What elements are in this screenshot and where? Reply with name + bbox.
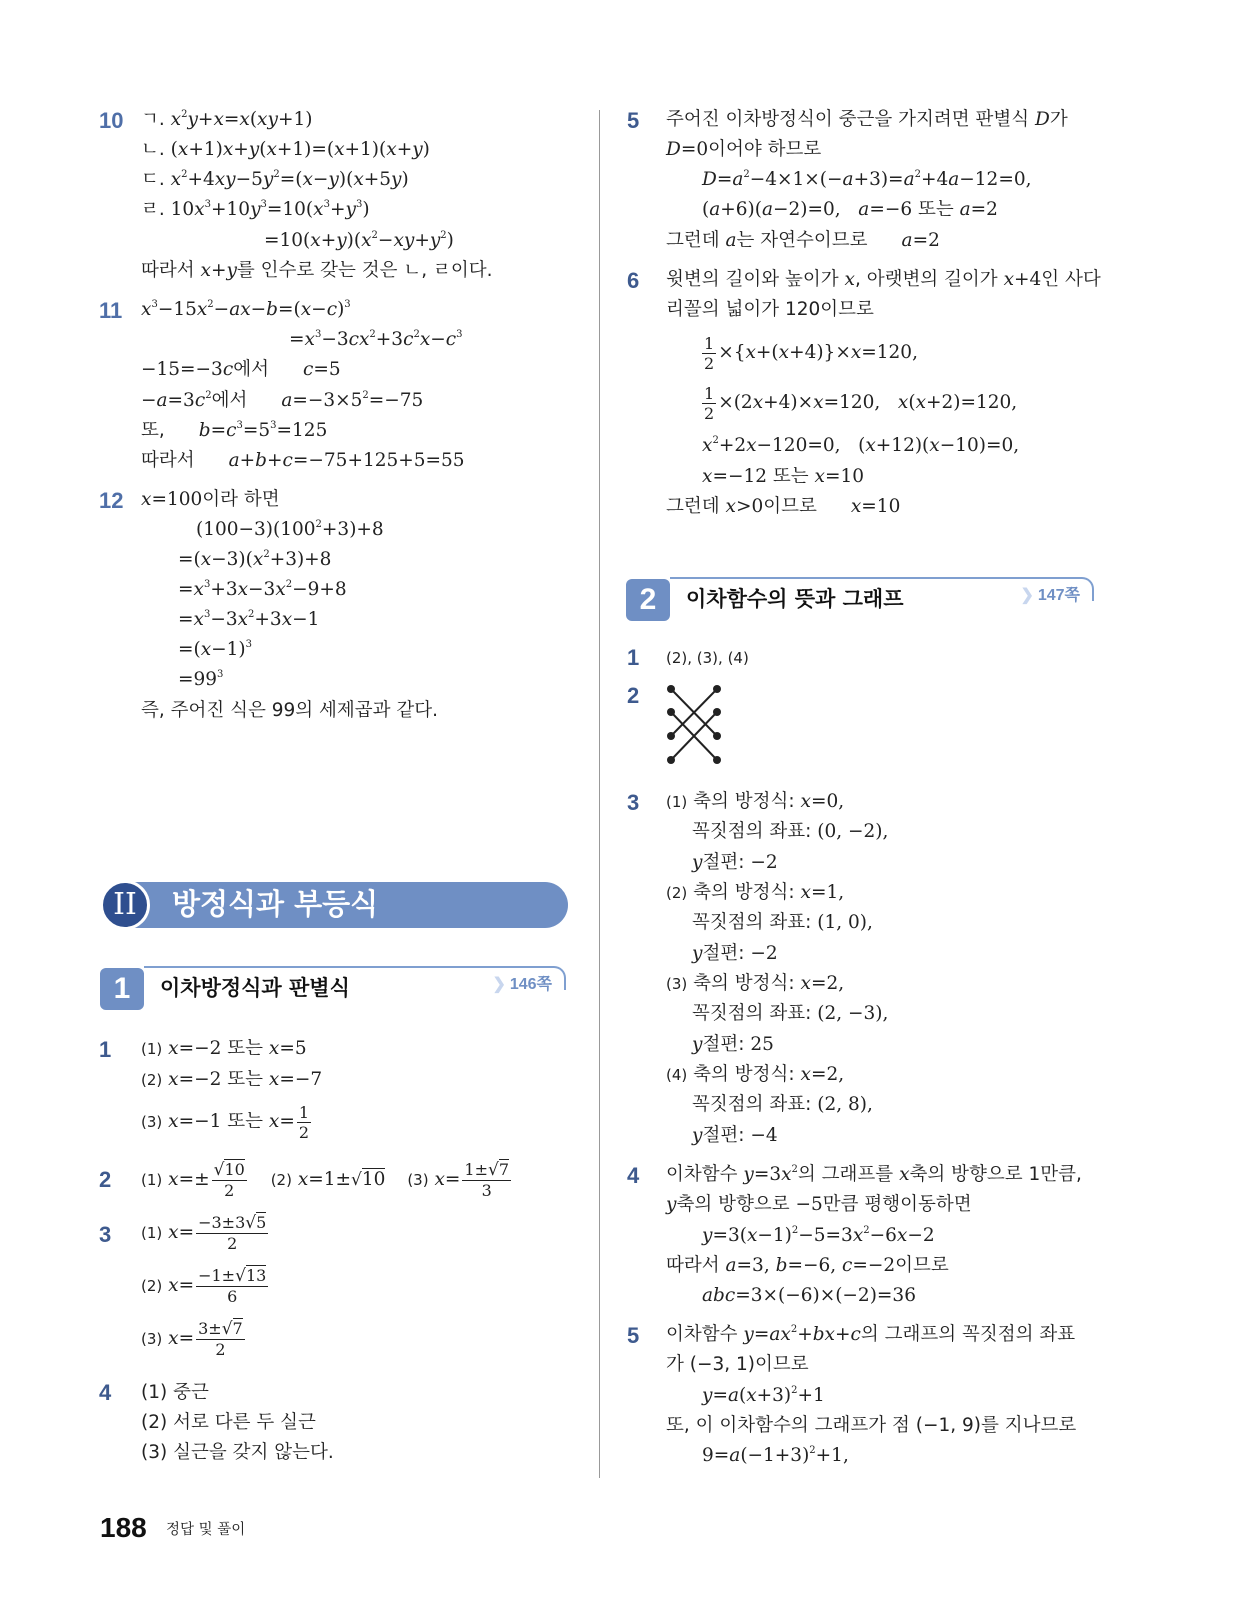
solution-line: $=10(x+y)(x^2-xy+y^2)$	[264, 230, 454, 251]
solution-line: ㄴ. (x+1)x+y(x+1)=(x+1)(x+y)	[141, 139, 430, 160]
solution-line: 이차함수 $y=3x^2$의 그래프를 x축의 방향으로 1만큼,	[666, 1164, 1082, 1185]
answer-line: (2) 축의 방정식: x=1,	[666, 882, 845, 903]
matching-dot	[713, 756, 721, 764]
chapter-numeral: II	[100, 880, 150, 930]
answer-line: (2) 서로 다른 두 실근	[141, 1412, 316, 1433]
answer-line: y절편: −2	[692, 943, 778, 964]
question-number: 1	[99, 1037, 112, 1062]
question-number: 11	[99, 298, 123, 323]
solution-line: 그런데 a는 자연수이므로 a=2	[666, 230, 940, 251]
answer-line: (1) 축의 방정식: x=0,	[666, 791, 845, 812]
question-number: 4	[627, 1163, 640, 1188]
matching-dot	[667, 756, 675, 764]
answer-line: (2) x= $\frac{-1\pm√13}{6}$	[141, 1266, 267, 1306]
solution-line: 이차함수 $y=ax^2+bx+c$의 그래프의 꼭짓점의 좌표	[666, 1324, 1076, 1345]
answer-line: (1) x=−2 또는 x=5	[141, 1038, 307, 1059]
solution-line: 따라서 a=3, b=−6, c=−2이므로	[666, 1255, 949, 1276]
section-title: 이차함수의 뜻과 그래프	[686, 587, 904, 611]
solution-line: $(100-3)(100^2+3)+8$	[196, 519, 384, 540]
solution-line: $=(x-3)(x^2+3)+8$	[178, 549, 332, 570]
solution-line: 가 (−3, 1)이므로	[666, 1354, 809, 1375]
chevron-right-icon: ❯	[492, 976, 506, 993]
answer-line: 꼭짓점의 좌표: (1, 0),	[692, 912, 873, 933]
answer-line: (4) 축의 방정식: x=2,	[666, 1064, 845, 1085]
question-number: 1	[627, 645, 640, 670]
solution-line: x=−12 또는 x=10	[702, 466, 864, 487]
solution-line: 그런데 x>0이므로 x=10	[666, 496, 901, 517]
question-number: 12	[99, 488, 124, 513]
solution-line: −15=−3c에서 c=5	[141, 359, 341, 380]
answer-line: 꼭짓점의 좌표: (2, −3),	[692, 1003, 889, 1024]
solution-line: $=x^3-3cx^2+3c^2x-c^3$	[289, 329, 463, 350]
solution-line: 리꼴의 넓이가 120이므로	[666, 299, 874, 320]
question-number: 6	[627, 268, 640, 293]
section-page-ref: ❯ 146쪽	[492, 976, 552, 993]
question-number: 3	[627, 790, 640, 815]
section-number: 1	[100, 968, 144, 1010]
solution-line: D=0이어야 하므로	[666, 139, 822, 160]
section-page-ref: ❯ 147쪽	[1020, 587, 1080, 604]
answer-line: (1) x= $\frac{-3\pm 3√5}{2}$	[141, 1213, 267, 1253]
answer-line: 꼭짓점의 좌표: (0, −2),	[692, 821, 889, 842]
matching-dot	[713, 732, 721, 740]
answer-line: y절편: 25	[692, 1034, 774, 1055]
answer-line: y절편: −4	[692, 1125, 778, 1146]
solution-line: 또, $b=c^3=5^3=125$	[141, 420, 328, 441]
chapter-banner	[100, 880, 568, 930]
section-title: 이차방정식과 판별식	[160, 976, 350, 1000]
matching-dot	[713, 685, 721, 693]
chevron-right-icon: ❯	[1020, 587, 1034, 604]
solution-line: 따라서 x+y를 인수로 갖는 것은 ㄴ, ㄹ이다.	[141, 260, 493, 281]
question-number: 4	[99, 1380, 112, 1405]
answer-line: (3) x= $\frac{3\pm√7}{2}$	[141, 1319, 243, 1359]
footer-label: 정답 및 풀이	[166, 1522, 246, 1538]
question-number: 2	[627, 683, 640, 708]
question-number: 3	[99, 1222, 112, 1247]
solution-line: ㄷ. $x^2+4xy-5y^2=(x-y)(x+5y)$	[141, 169, 409, 190]
solution-line: y축의 방향으로 −5만큼 평행이동하면	[666, 1194, 972, 1215]
question-number: 2	[99, 1167, 112, 1192]
solution-line: 따라서 a+b+c=−75+125+5=55	[141, 450, 465, 471]
answer-line: (1) x=± $\frac{√10}{2}$ (2) x=1±√10 (3) x= $\frac{1\pm√7}{3}$	[141, 1160, 510, 1200]
solution-line: $x^2+2x-120=0$, (x+12)(x−10)=0,	[702, 435, 1020, 456]
answer-line: (2) x=−2 또는 x=−7	[141, 1069, 323, 1090]
page-number: 188	[100, 1512, 147, 1543]
solution-line: $=x^3-3x^2+3x-1$	[178, 609, 320, 630]
question-number: 5	[627, 1323, 640, 1348]
answer-line: (2), (3), (4)	[666, 649, 749, 667]
solution-line: $D=a^2-4\times 1\times(-a+3)=a^2+4a-12=0$,	[702, 169, 1032, 190]
solution-line: ㄹ. $10x^3+10y^3=10(x^3+y^3)$	[141, 199, 370, 220]
solution-line: x=100이라 하면	[141, 489, 280, 510]
solution-line: $y=a(x+3)^2+1$	[702, 1385, 825, 1406]
solution-line: $9=a(-1+3)^2+1$,	[702, 1445, 849, 1466]
matching-dot	[713, 708, 721, 716]
solution-line: $=(x-1)^3$	[178, 639, 253, 660]
matching-dot	[667, 732, 675, 740]
matching-diagram	[664, 682, 724, 768]
question-number: 10	[99, 108, 124, 133]
section-header	[626, 577, 1094, 623]
answer-line: (1) 중근	[141, 1382, 209, 1403]
solution-line: ㄱ. $x^2y+x=x(xy+1)$	[141, 109, 313, 130]
question-number: 5	[627, 108, 640, 133]
solution-line: 윗변의 길이와 높이가 x, 아랫변의 길이가 x+4인 사다	[666, 269, 1101, 290]
section-number: 2	[626, 579, 670, 621]
solution-line: 즉, 주어진 식은 99의 세제곱과 같다.	[141, 700, 439, 721]
solution-line: $\frac{1}{2}$ ×{x+(x+4)}×x=120,	[704, 333, 918, 373]
matching-dot	[667, 708, 675, 716]
solution-line: $y=3(x-1)^2-5=3x^2-6x-2$	[702, 1225, 935, 1246]
solution-line: $=x^3+3x-3x^2-9+8$	[178, 579, 347, 600]
matching-dot	[667, 685, 675, 693]
solution-line: $x^3-15x^2-ax-b=(x-c)^3$	[141, 299, 351, 320]
solution-line: 주어진 이차방정식이 중근을 가지려면 판별식 D가	[666, 109, 1068, 130]
solution-line: $-a=3c^2$에서 $a=-3\times 5^2=-75$	[141, 390, 424, 411]
solution-line: $=99^3$	[178, 669, 224, 690]
answer-line: (3) 실근을 갖지 않는다.	[141, 1442, 334, 1463]
solution-line: abc=3×(−6)×(−2)=36	[702, 1285, 916, 1306]
solution-line: $\frac{1}{2}$ ×(2x+4)×x=120, x(x+2)=120,	[704, 383, 1018, 423]
section-header	[100, 966, 566, 1012]
solution-line: 또, 이 이차함수의 그래프가 점 (−1, 9)를 지나므로	[666, 1415, 1077, 1436]
answer-line: (3) 축의 방정식: x=2,	[666, 973, 845, 994]
column-divider	[599, 110, 600, 1478]
solution-line: (a+6)(a−2)=0, a=−6 또는 a=2	[702, 199, 998, 220]
chapter-title: 방정식과 부등식	[172, 887, 379, 921]
answer-line: y절편: −2	[692, 852, 778, 873]
answer-line: (3) x=−1 또는 x= $\frac{1}{2}$	[141, 1102, 310, 1142]
answer-line: 꼭짓점의 좌표: (2, 8),	[692, 1094, 873, 1115]
